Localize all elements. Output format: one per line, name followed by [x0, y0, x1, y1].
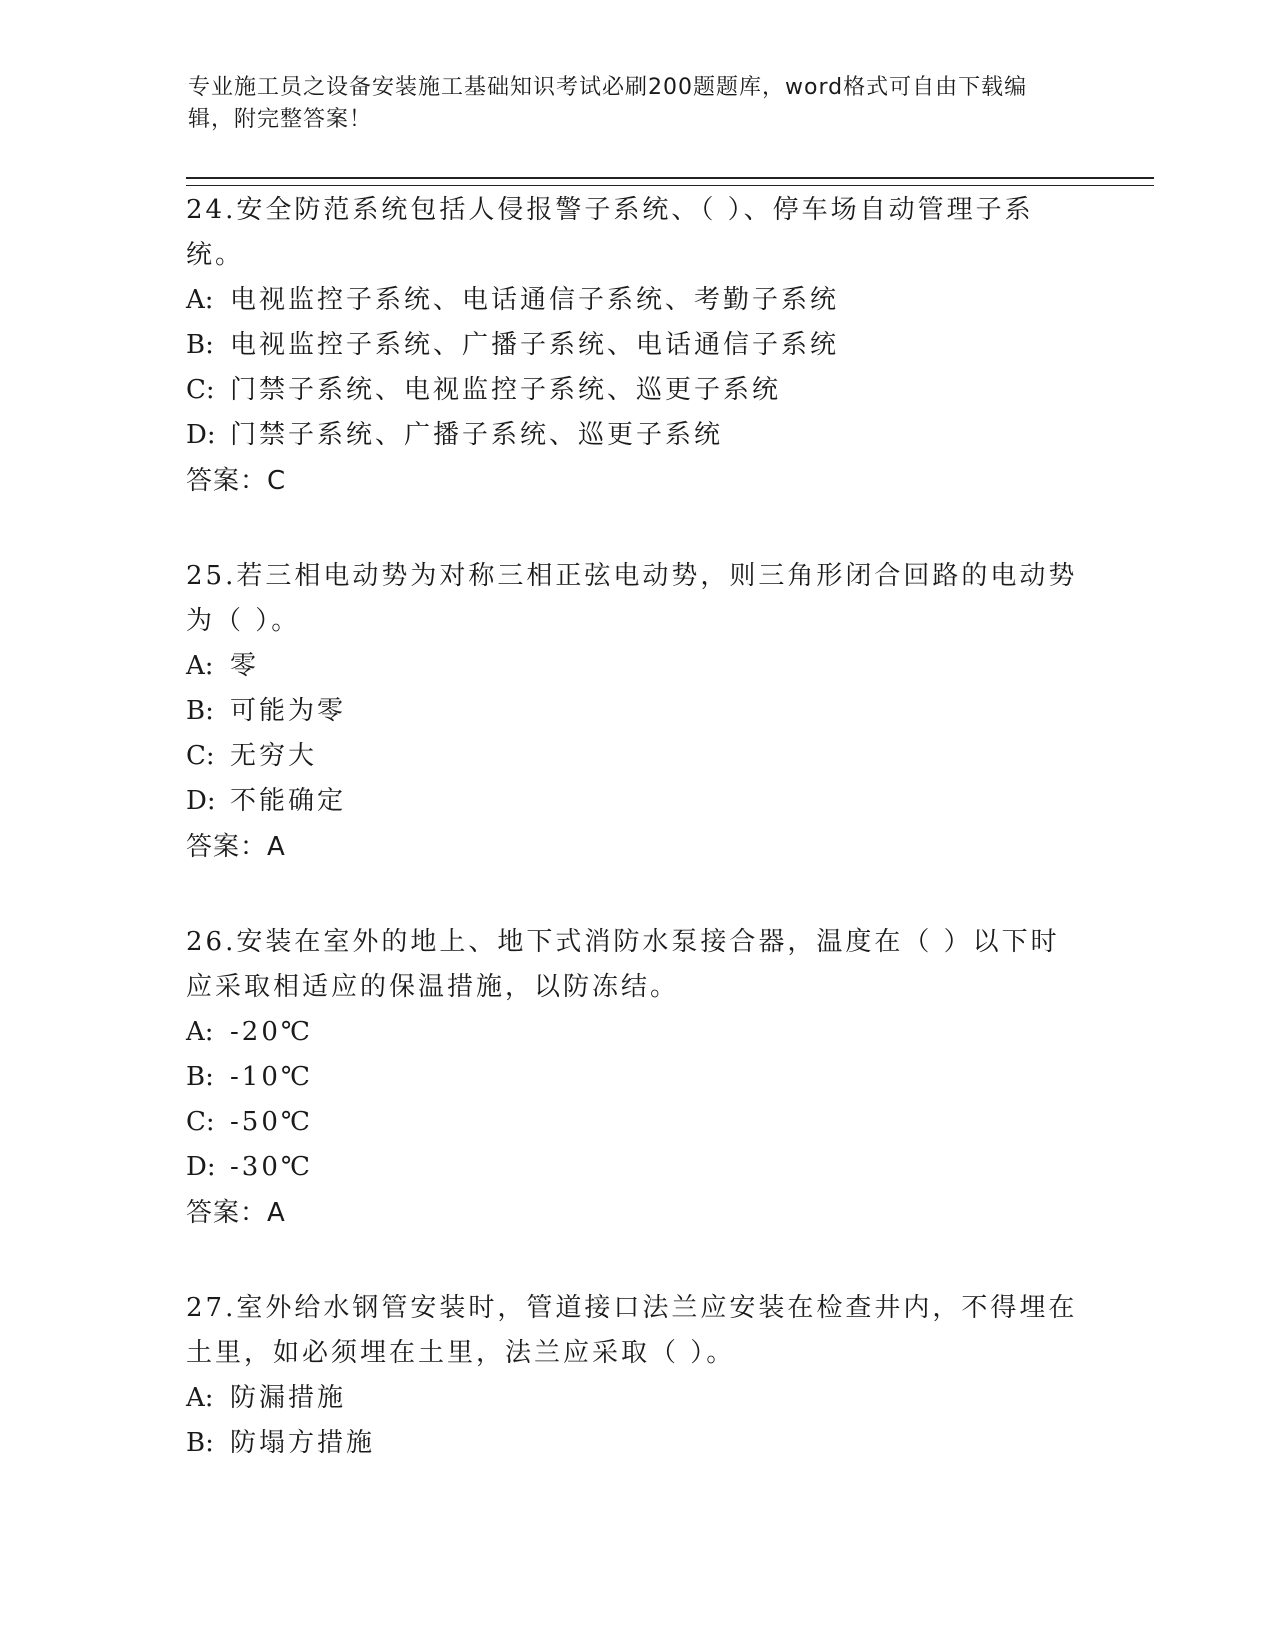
- option-text: 电视监控子系统、电话通信子系统、考勤子系统: [230, 285, 840, 315]
- page-header-title: 专业施工员之设备安装施工基础知识考试必刷200题题库，word格式可自由下载编辑，附完整答案！: [188, 75, 1028, 132]
- option-letter: A:: [186, 651, 214, 681]
- option-d: [186, 779, 1086, 824]
- option-b: [186, 689, 1086, 734]
- option-text: -10℃: [230, 1062, 313, 1092]
- option-c: [186, 734, 1086, 779]
- option-text: 零: [230, 651, 260, 681]
- option-a: [186, 1376, 1086, 1421]
- option-text: 无穷大: [230, 741, 318, 771]
- option-text: 不能确定: [230, 786, 347, 816]
- question-25: [186, 554, 1086, 870]
- option-c: [186, 368, 1086, 413]
- question-stem: 27.室外给水钢管安装时，管道接口法兰应安装在检查井内，不得埋在土里，如必须埋在土里，法兰应采取（ ）。: [186, 1293, 1078, 1368]
- question-answer: 答案：C: [186, 466, 287, 496]
- option-text: 防漏措施: [230, 1383, 347, 1413]
- option-letter: D:: [186, 1152, 216, 1182]
- option-b: [186, 323, 1086, 368]
- option-letter: B:: [186, 1062, 214, 1092]
- option-letter: A:: [186, 285, 214, 315]
- option-a: [186, 278, 1086, 323]
- option-letter: D:: [186, 420, 216, 450]
- option-letter: A:: [186, 1017, 214, 1047]
- option-text: 门禁子系统、电视监控子系统、巡更子系统: [230, 375, 782, 405]
- question-answer: 答案：A: [186, 1198, 286, 1228]
- question-24: [186, 188, 1086, 504]
- option-c: [186, 1100, 1086, 1145]
- option-text: 电视监控子系统、广播子系统、电话通信子系统: [230, 330, 840, 360]
- question-answer: 答案：A: [186, 832, 286, 862]
- question-26: [186, 920, 1086, 1236]
- option-letter: C:: [186, 741, 215, 771]
- option-text: 可能为零: [230, 696, 347, 726]
- option-letter: C:: [186, 1107, 215, 1137]
- option-text: -20℃: [230, 1017, 313, 1047]
- option-d: [186, 1145, 1086, 1190]
- question-stem: 24.安全防范系统包括人侵报警子系统、（ ）、停车场自动管理子系统。: [186, 195, 1034, 270]
- option-text: 门禁子系统、广播子系统、巡更子系统: [230, 420, 724, 450]
- option-a: [186, 1010, 1086, 1055]
- question-27: [186, 1286, 1086, 1466]
- option-b: [186, 1421, 1086, 1466]
- option-letter: B:: [186, 330, 214, 360]
- option-d: [186, 413, 1086, 458]
- option-letter: B:: [186, 696, 214, 726]
- option-letter: D:: [186, 786, 216, 816]
- question-stem: 25.若三相电动势为对称三相正弦电动势，则三角形闭合回路的电动势为（ ）。: [186, 561, 1078, 636]
- question-stem: 26.安装在室外的地上、地下式消防水泵接合器，温度在（ ）以下时应采取相适应的保温措施，以防冻结。: [186, 927, 1060, 1002]
- header-divider: [186, 177, 1154, 186]
- option-text: 防塌方措施: [230, 1428, 376, 1458]
- option-text: -50℃: [230, 1107, 313, 1137]
- option-text: -30℃: [230, 1152, 313, 1182]
- option-letter: A:: [186, 1383, 214, 1413]
- option-letter: B:: [186, 1428, 214, 1458]
- question-list: [186, 188, 1086, 1516]
- option-a: [186, 644, 1086, 689]
- option-letter: C:: [186, 375, 215, 405]
- option-b: [186, 1055, 1086, 1100]
